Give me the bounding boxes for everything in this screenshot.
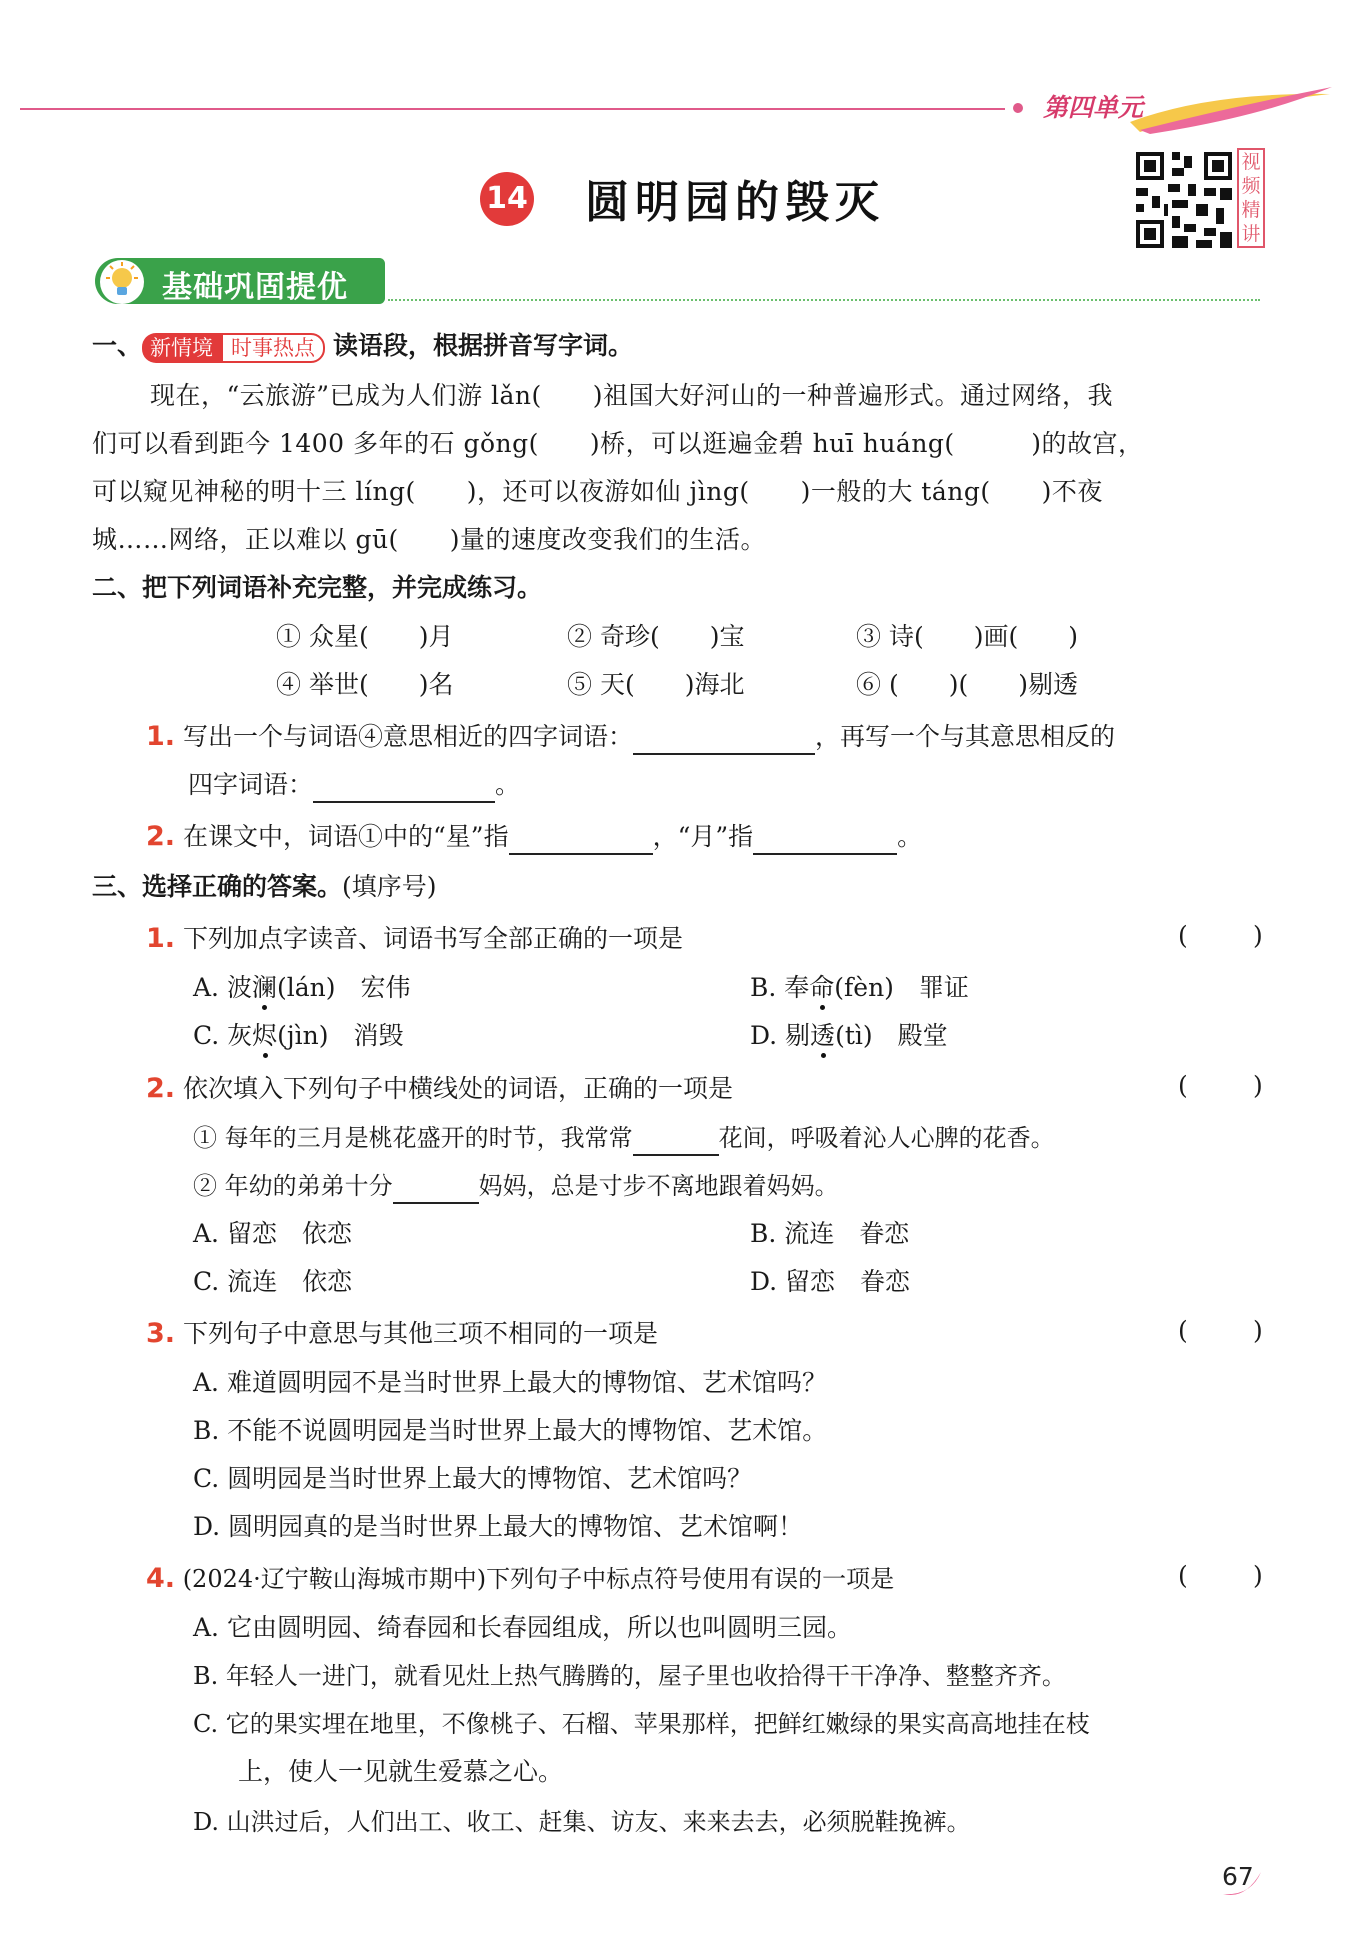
part1-instruction: 读语段，根据拼音写字词。 <box>332 331 633 360</box>
q1-option-a[interactable] <box>193 970 410 1006</box>
question-text: 下列加点字读音、词语书写全部正确的一项是 <box>183 924 684 953</box>
q3-option-b[interactable]: B. 不能不说圆明园是当时世界上最大的博物馆、艺术馆。 <box>193 1416 828 1445</box>
answer-blank[interactable] <box>393 1172 479 1204</box>
answer-paren-open[interactable]: ( <box>1178 1316 1188 1345</box>
q4-option-c-cont: 上，使人一见就生爱慕之心。 <box>238 1757 564 1786</box>
question-number: 2. <box>146 1073 176 1104</box>
option-text: (jìn) 消毁 <box>277 1021 404 1050</box>
option-text: C. 灰 <box>193 1021 253 1050</box>
part1-heading <box>92 328 633 364</box>
part3-title: 三、选择正确的答案。 <box>92 872 343 901</box>
answer-paren-open[interactable]: ( <box>1178 1561 1188 1590</box>
q2-option-d[interactable]: D. 留恋 眷恋 <box>750 1267 911 1296</box>
video-explain-label[interactable]: 视频精讲 <box>1237 148 1265 248</box>
question-number: 4. <box>146 1563 176 1594</box>
answer-paren-open[interactable]: ( <box>1178 1071 1188 1100</box>
answer-blank[interactable] <box>509 823 653 855</box>
lesson-number: 14 <box>480 172 534 226</box>
q2-stem <box>146 1071 733 1107</box>
question-text: 四字词语： <box>188 770 314 799</box>
sentence-text: ② 年幼的弟弟十分 <box>193 1172 393 1200</box>
page-title: 圆明园的毁灭 <box>585 177 885 228</box>
part2-q1-cont <box>188 767 520 803</box>
part3-note: (填序号) <box>342 872 437 901</box>
section-divider <box>388 299 1260 301</box>
dotted-char: 烬 <box>252 1021 278 1050</box>
qr-code-icon[interactable] <box>1132 148 1236 252</box>
question-number: 1. <box>146 923 176 954</box>
q2-sentence-1 <box>193 1120 1055 1156</box>
tag-new-context: 新情境 <box>142 333 221 363</box>
swoosh-decoration-icon <box>1130 82 1335 137</box>
q4-option-d[interactable]: D. 山洪过后，人们出工、收工、赶集、访友、来来去去，必须脱鞋挽裤。 <box>193 1808 971 1836</box>
option-text: B. 奉 <box>750 973 810 1002</box>
dotted-char: 命 <box>809 973 835 1002</box>
q1-option-b[interactable] <box>750 970 969 1006</box>
q1-stem <box>146 921 683 957</box>
part2-q1 <box>146 719 1115 755</box>
q2-option-b[interactable]: B. 流连 眷恋 <box>750 1219 910 1248</box>
sentence-text: ① 每年的三月是桃花盛开的时节，我常常 <box>193 1124 633 1152</box>
q2-option-a[interactable]: A. 留恋 依恋 <box>193 1219 352 1248</box>
option-text: (tì) 殿堂 <box>835 1021 948 1050</box>
part3-heading <box>92 869 437 905</box>
answer-paren-close[interactable]: ) <box>1253 1316 1263 1345</box>
part1-line-2: 们可以看到距今 1400 多年的石 gǒng( )桥，可以逛遍金碧 huī huáng( )的故宫， <box>92 429 1144 458</box>
answer-paren-open[interactable]: ( <box>1178 921 1188 950</box>
q4-stem <box>146 1561 894 1597</box>
q4-option-c[interactable]: C. 它的果实埋在地里，不像桃子、石榴、苹果那样，把鲜红嫩绿的果实高高地挂在枝 <box>193 1710 1090 1738</box>
q4-option-a[interactable]: A. 它由圆明园、绮春园和长春园组成，所以也叫圆明三园。 <box>193 1613 852 1642</box>
answer-paren-close[interactable]: ) <box>1253 1071 1263 1100</box>
question-number: 1. <box>146 721 176 752</box>
part1-line-3: 可以窥见神秘的明十三 líng( )，还可以夜游如仙 jìng( )一般的大 táng( )不夜 <box>92 477 1103 506</box>
option-text: A. 波 <box>193 973 252 1002</box>
word-item-2: ② 奇珍( )宝 <box>567 622 745 651</box>
part2-q2 <box>146 819 922 855</box>
dotted-char: 透 <box>810 1021 836 1050</box>
word-item-4: ④ 举世( )名 <box>276 670 454 699</box>
q3-option-a[interactable]: A. 难道圆明园不是当时世界上最大的博物馆、艺术馆吗？ <box>193 1368 827 1397</box>
question-text: (2024·辽宁鞍山海城市期中)下列句子中标点符号使用有误的一项是 <box>182 1565 895 1593</box>
part1-number: 一、 <box>92 331 143 360</box>
q3-stem <box>146 1316 658 1352</box>
question-number: 3. <box>146 1318 176 1349</box>
q2-option-c[interactable]: C. 流连 依恋 <box>193 1267 353 1296</box>
question-text: ，“月”指 <box>652 822 754 851</box>
word-item-1: ① 众星( )月 <box>276 622 454 651</box>
word-item-5: ⑤ 天( )海北 <box>567 670 745 699</box>
question-text: 写出一个与词语④意思相近的四字词语： <box>183 722 634 751</box>
part2-heading: 二、把下列词语补充完整，并完成练习。 <box>92 573 543 602</box>
sentence-text: 妈妈，总是寸步不离地跟着妈妈。 <box>478 1172 839 1200</box>
punctuation: 。 <box>495 770 521 799</box>
header-dot <box>1013 103 1023 113</box>
q2-sentence-2 <box>193 1168 839 1204</box>
option-text: D. 剔 <box>750 1021 811 1050</box>
q3-option-c[interactable]: C. 圆明园是当时世界上最大的博物馆、艺术馆吗？ <box>193 1464 753 1493</box>
q4-option-b[interactable]: B. 年轻人一进门，就看见灶上热气腾腾的，屋子里也收拾得干干净净、整整齐齐。 <box>193 1662 1066 1690</box>
answer-blank[interactable] <box>313 771 495 803</box>
dotted-char: 澜 <box>251 973 277 1002</box>
q1-option-c[interactable] <box>193 1018 404 1054</box>
answer-blank[interactable] <box>753 823 897 855</box>
punctuation: 。 <box>897 822 923 851</box>
lightbulb-icon <box>98 258 146 306</box>
question-text: 依次填入下列句子中横线处的词语，正确的一项是 <box>183 1074 734 1103</box>
answer-blank[interactable] <box>633 723 815 755</box>
sentence-text: 花间，呼吸着沁人心脾的花香。 <box>718 1124 1055 1152</box>
unit-label: 第四单元 <box>1043 93 1144 122</box>
option-text: (fèn) 罪证 <box>834 973 969 1002</box>
answer-paren-close[interactable]: ) <box>1253 1561 1263 1590</box>
answer-paren-close[interactable]: ) <box>1253 921 1263 950</box>
word-item-6: ⑥ ( )( )剔透 <box>856 670 1078 699</box>
question-text: ，再写一个与其意思相反的 <box>815 722 1116 751</box>
part1-line-4: 城……网络，正以难以 gū( )量的速度改变我们的生活。 <box>92 525 767 554</box>
answer-blank[interactable] <box>633 1124 719 1156</box>
header-rule <box>20 108 1005 110</box>
part1-line-1: 现在，“云旅游”已成为人们游 lǎn( )祖国大好河山的一种普遍形式。通过网络，我 <box>150 381 1114 410</box>
option-text: (lán) 宏伟 <box>276 973 411 1002</box>
section-title: 基础巩固提优 <box>162 270 348 305</box>
tag-current-events: 时事热点 <box>221 333 325 363</box>
q1-option-d[interactable] <box>750 1018 948 1054</box>
question-text: 下列句子中意思与其他三项不相同的一项是 <box>183 1319 659 1348</box>
q3-option-d[interactable]: D. 圆明园真的是当时世界上最大的博物馆、艺术馆啊！ <box>193 1512 804 1541</box>
question-text: 在课文中，词语①中的“星”指 <box>183 822 509 851</box>
word-item-3: ③ 诗( )画( ) <box>856 622 1078 651</box>
page-number: 67 <box>1222 1862 1254 1891</box>
question-number: 2. <box>146 821 176 852</box>
